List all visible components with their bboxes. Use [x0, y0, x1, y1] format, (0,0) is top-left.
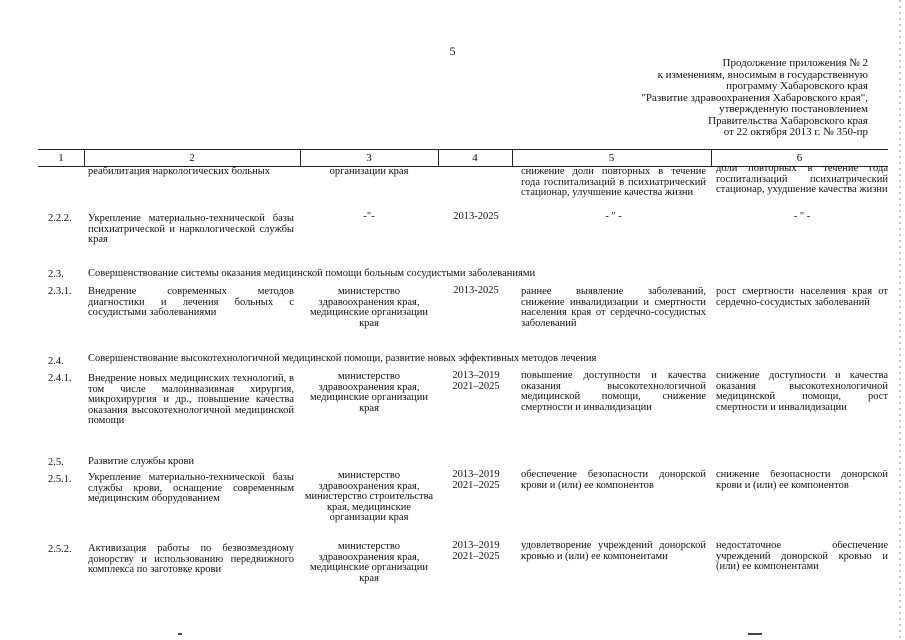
row-consequence: рост смертности населения края от сердечно-сосудистых заболеваний: [716, 287, 888, 308]
row-consequence: - " -: [793, 211, 811, 222]
row-executor: -"-: [363, 211, 375, 222]
row-executor: министерство здравоохранения края, медицинские организации края: [309, 541, 429, 584]
row-result: повышение доступности и качества оказания высокотехнологичной медицинской помощи, снижение смертности и инвалидизации: [521, 370, 706, 413]
row-activity: Укрепление материально-технической базы службы крови, оснащение современным медицинским оборудованием: [88, 472, 294, 504]
column-header-6: 6: [796, 152, 803, 164]
row-number: 2.5.2.: [48, 544, 72, 555]
row-number: 2.2.2.: [48, 213, 72, 224]
column-header-5: 5: [608, 152, 615, 164]
section-title: Развитие службы крови: [88, 456, 195, 467]
row-period: 2013-2025: [453, 211, 499, 222]
section-number: 2.5.: [48, 457, 64, 468]
row-result: - " -: [605, 211, 622, 222]
row-activity: Внедрение новых медицинских технологий, в том числе малоинвазивная хирургия, микрохирургия и др., повышение качества оказания высокотехнологичной медицинской помощи: [88, 373, 294, 426]
column-header-4: 4: [472, 152, 478, 164]
row-period-1: 2013–2019: [452, 540, 500, 551]
row-period-2: 2021–2025: [452, 551, 500, 562]
row-activity: Внедрение современных методов диагностики и лечения больных с сосудистыми заболеваниями: [88, 286, 294, 318]
row-activity: Укрепление материально-технической базы психиатрической и наркологической службы края: [88, 213, 294, 245]
header-line: от 22 октября 2013 г. № 350-пр: [723, 126, 868, 138]
cont-activity: реабилитация наркологических больных: [88, 166, 271, 177]
column-header-2: 2: [189, 152, 195, 164]
row-executor: министерство здравоохранения края, медицинские организации края: [309, 286, 429, 329]
cont-consequence: доли повторных в течение года госпитализаций психиатрический стационар, ухудшение качества жизни: [716, 164, 888, 195]
section-number: 2.3.: [48, 269, 64, 280]
row-result: обеспечение безопасности донорской крови и (или) ее компонентов: [521, 469, 706, 491]
header-line: Правительства Хабаровского края: [708, 114, 868, 127]
header-line: "Развитие здравоохранения Хабаровского края",: [641, 91, 868, 104]
row-period-1: 2013–2019: [452, 469, 500, 480]
row-number: 2.4.1.: [48, 373, 72, 384]
row-executor: министерство здравоохранения края, министерство строительства края, медицинские организации края: [304, 470, 434, 523]
row-executor: министерство здравоохранения края, медицинские организации края: [309, 371, 429, 414]
row-number: 2.3.1.: [48, 286, 72, 297]
row-consequence: снижение безопасности донорской крови и (или) ее компонентов: [716, 470, 888, 491]
appendix-header: [548, 58, 868, 139]
header-line: Продолжение приложения № 2: [722, 57, 868, 69]
scan-edge: [899, 0, 901, 640]
header-line: программу Хабаровского края: [726, 80, 868, 92]
cont-executor: организации края: [329, 166, 409, 177]
section-number: 2.4.: [48, 356, 64, 367]
row-number: 2.5.1.: [48, 474, 72, 485]
column-header-1: 1: [58, 152, 64, 164]
section-title: Совершенствование высокотехнологичной медицинской помощи, развитие новых эффективных методов лечения: [88, 353, 597, 364]
row-period-2: 2021–2025: [452, 381, 500, 392]
scan-mark: [178, 633, 182, 635]
page-number: 5: [449, 44, 456, 58]
row-consequence: снижение доступности и качества оказания высокотехнологичной медицинской помощи, рост смертности и инвалидизации: [716, 371, 888, 413]
row-result: раннее выявление заболеваний, снижение инвалидизации и смертности населения края от сердечно-сосудистых заболеваний: [521, 286, 706, 329]
header-line: к изменениям, вносимым в государственную: [657, 68, 868, 81]
row-period: 2013-2025: [453, 285, 499, 296]
row-activity: Активизация работы по безвозмездному донорству и использованию передвижного комплекса по заготовке крови: [88, 543, 294, 575]
row-period-2: 2021–2025: [452, 480, 500, 491]
row-consequence: недостаточное обеспечение учреждений донорской кровью и (или) ее компонентами: [716, 541, 888, 572]
section-title: Совершенствование системы оказания медицинской помощи больным сосудистыми заболеваниями: [88, 268, 536, 279]
row-period-1: 2013–2019: [452, 370, 500, 381]
cont-result: снижение доли повторных в течение года госпитализаций в психиатрический стационар, улучшение качества жизни: [521, 166, 706, 198]
scan-mark: [748, 633, 762, 635]
header-line: утвержденную постановлением: [719, 103, 868, 115]
row-result: удовлетворение учреждений донорской кровью и (или) ее компонентами: [521, 540, 706, 562]
column-header-3: 3: [366, 152, 372, 164]
